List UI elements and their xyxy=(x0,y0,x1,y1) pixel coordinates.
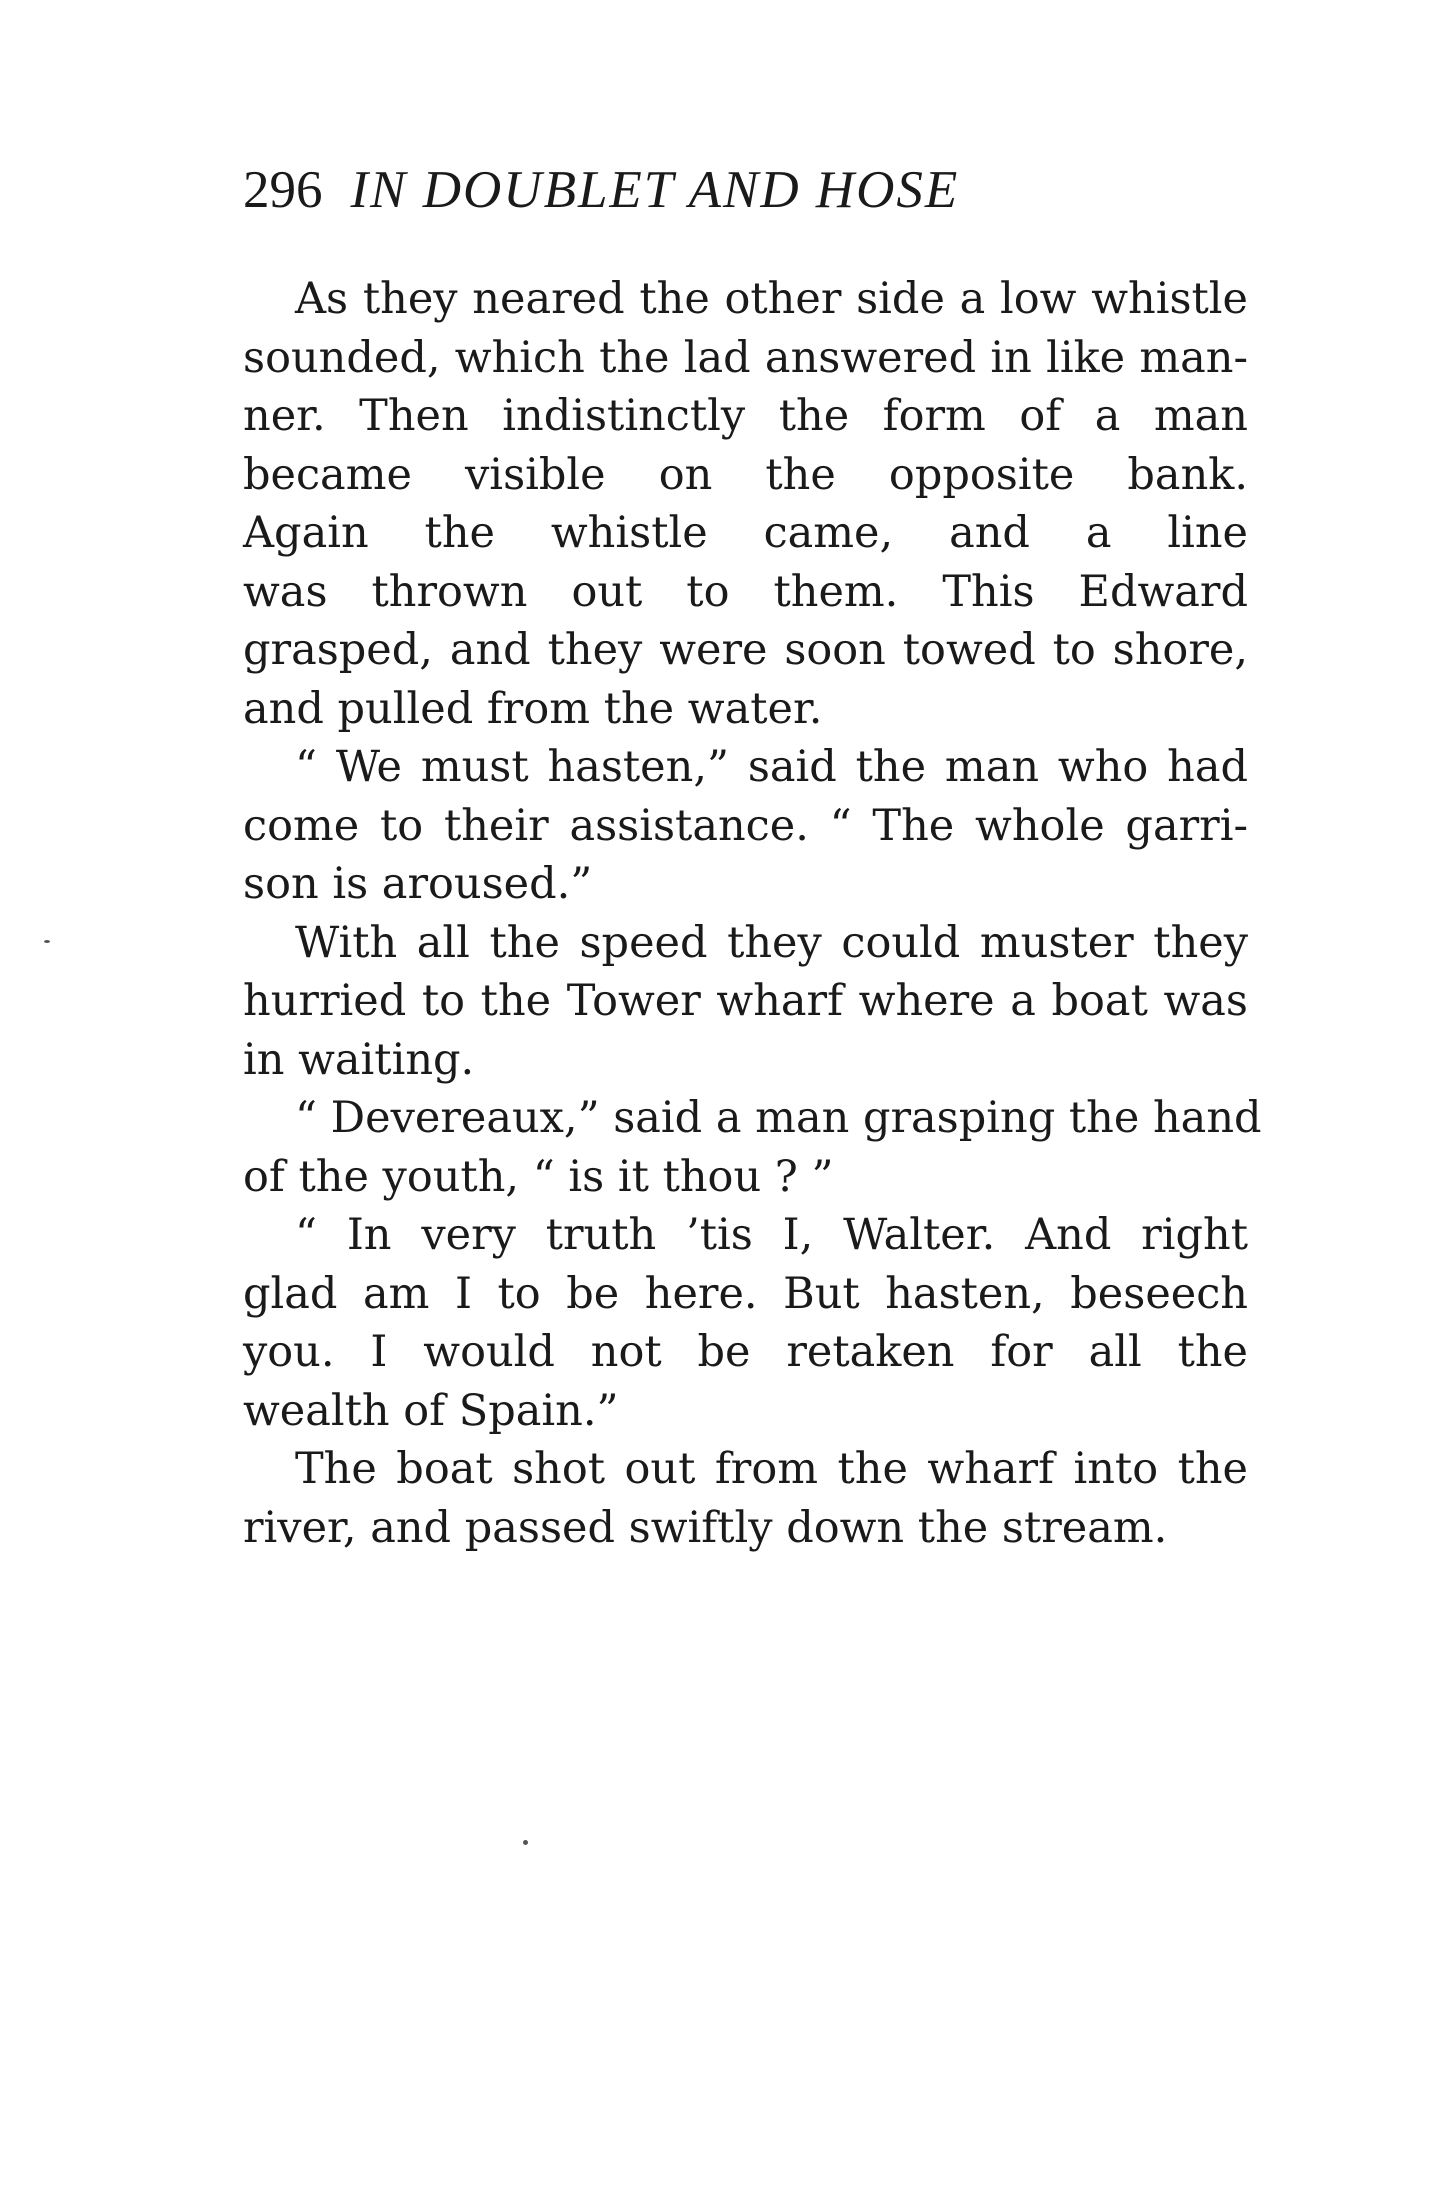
text-line: son is aroused.” xyxy=(243,859,593,909)
text-line: and pulled from the water. xyxy=(243,683,823,734)
text-line: sounded, which the lad answered in like man- xyxy=(243,332,1248,383)
text-line: come to their assistance. “ The whole garri- xyxy=(243,800,1248,851)
running-head xyxy=(243,160,1243,220)
text-line: Again the whistle came, and a line xyxy=(243,508,1248,558)
text-line: The boat shot out from the wharf into the xyxy=(295,1444,1248,1494)
text-line: river, and passed swiftly down the stream. xyxy=(243,1502,1168,1553)
text-line: “ Devereaux,” said a man grasping the hand xyxy=(295,1093,1262,1143)
text-line: wealth of Spain.” xyxy=(243,1385,619,1436)
text-line: As they neared the other side a low whistle xyxy=(295,274,1248,324)
text-line: grasped, and they were soon towed to shore, xyxy=(243,625,1248,675)
text-line: glad am I to be here. But hasten, beseech xyxy=(243,1268,1248,1319)
text-line: was thrown out to them. This Edward xyxy=(243,566,1248,617)
text-line: became visible on the opposite bank. xyxy=(243,449,1248,500)
text-line: “ We must hasten,” said the man who had xyxy=(295,742,1248,792)
text-line: ner. Then indistinctly the form of a man xyxy=(243,391,1248,441)
book-title: IN DOUBLET AND HOSE xyxy=(350,161,960,219)
text-line: you. I would not be retaken for all the xyxy=(243,1327,1248,1377)
ink-speck xyxy=(523,1840,528,1845)
ink-speck xyxy=(44,940,50,943)
text-line: of the youth, “ is it thou ? ” xyxy=(243,1151,834,1202)
body-text xyxy=(243,270,1262,1557)
text-line: hurried to the Tower wharf where a boat was xyxy=(243,976,1248,1026)
page-number: 296 xyxy=(243,161,323,219)
text-line: “ In very truth ’tis I, Walter. And right xyxy=(295,1210,1248,1260)
text-line: With all the speed they could muster they xyxy=(295,917,1248,968)
text-line: in waiting. xyxy=(243,1034,475,1085)
